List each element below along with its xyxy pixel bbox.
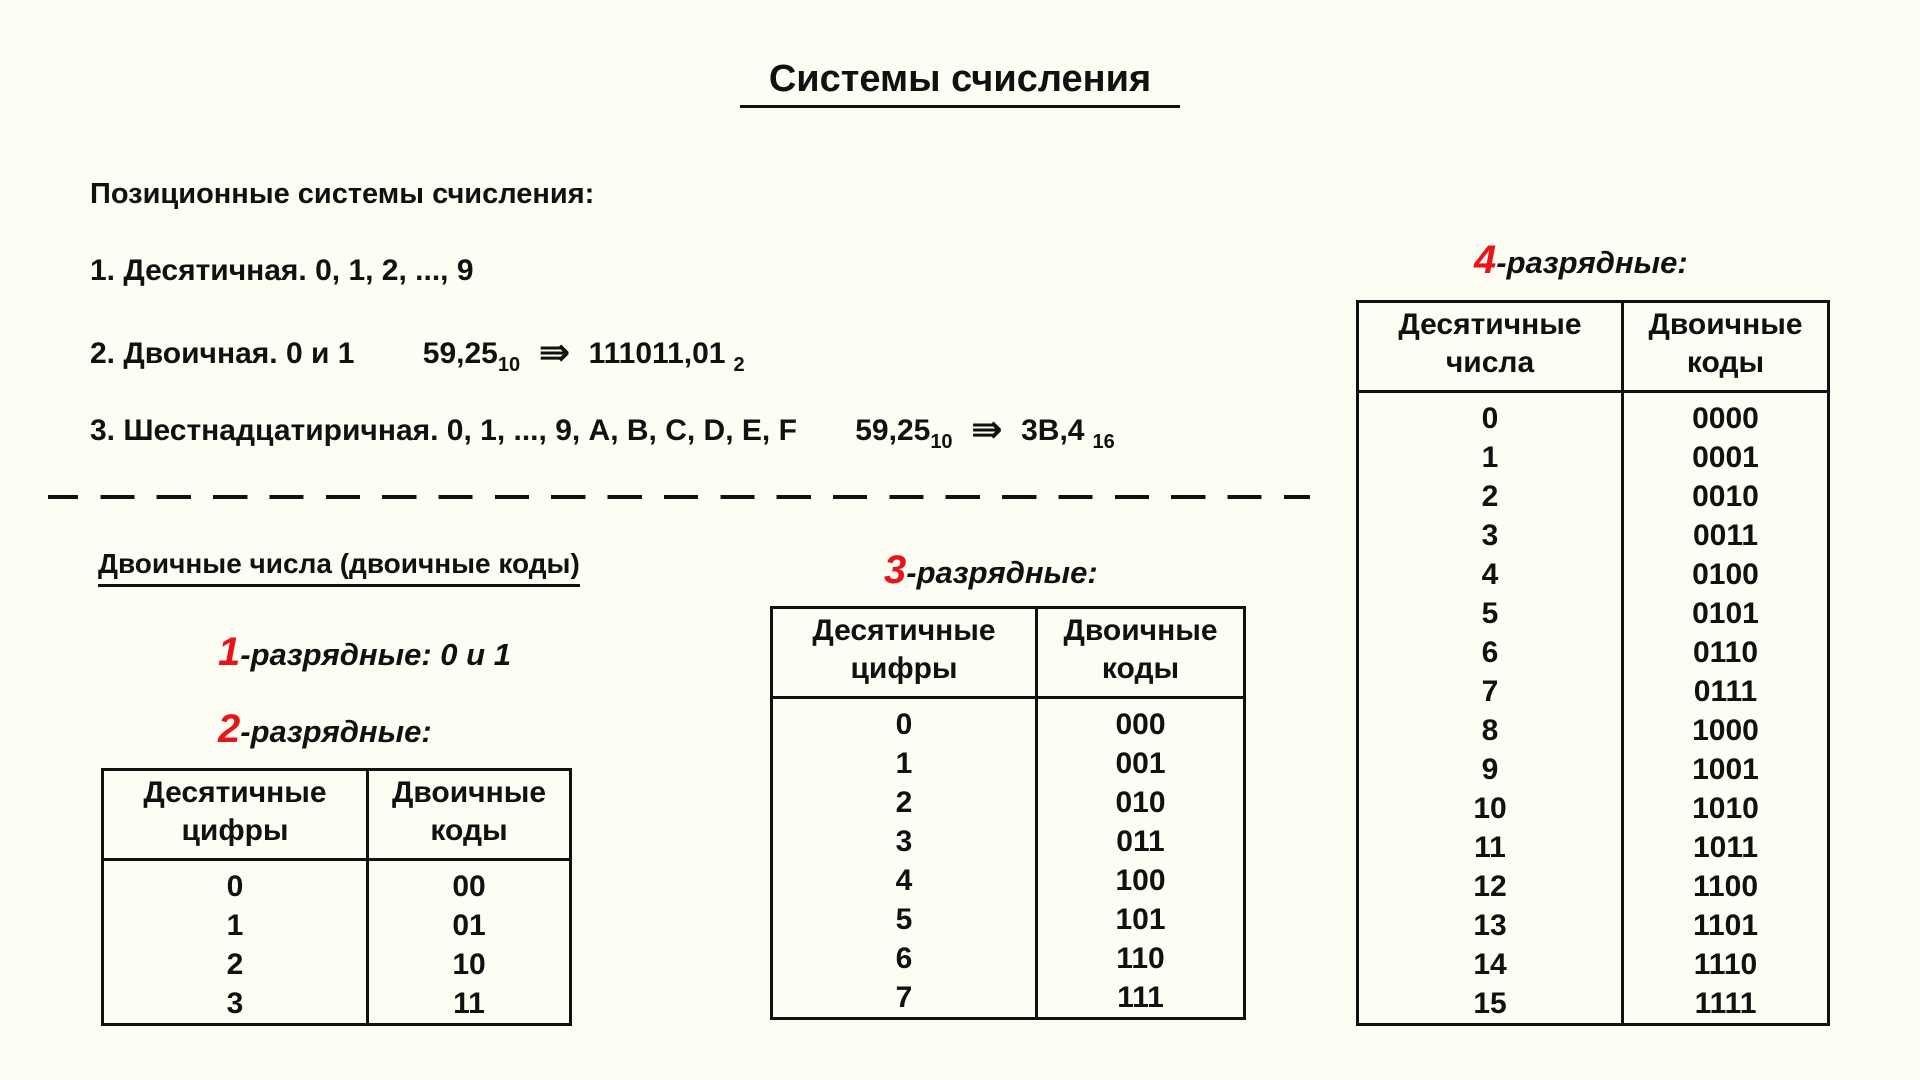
table-row xyxy=(1358,984,1829,1025)
decimal-cell: 5 xyxy=(895,903,913,936)
binary-code-cell: 1101 xyxy=(1623,906,1829,945)
decimal-cell: 14 xyxy=(1473,948,1507,981)
four-digit-table xyxy=(1356,300,1830,1026)
table-row xyxy=(1358,672,1829,711)
decimal-cell: 0 xyxy=(895,708,913,741)
table-row xyxy=(1358,392,1829,439)
table-row xyxy=(1358,477,1829,516)
hex-source-number: 59,25 xyxy=(855,414,931,447)
table-row xyxy=(1358,555,1829,594)
binary-code-cell: 100 xyxy=(1037,861,1245,900)
table-row xyxy=(772,783,1245,822)
table-row xyxy=(103,906,571,945)
four-digit-label xyxy=(1474,238,1688,283)
binary-code-cell: 101 xyxy=(1037,900,1245,939)
binary-code-cell: 1000 xyxy=(1623,711,1829,750)
binary-code-cell: 1010 xyxy=(1623,789,1829,828)
decimal-cell: 0 xyxy=(1481,402,1499,435)
arrow-icon: ⇛ xyxy=(970,409,1003,451)
table-header-binary: Двоичные коды xyxy=(368,770,571,860)
binary-code-cell: 00 xyxy=(368,860,571,907)
decimal-cell: 1 xyxy=(895,747,913,780)
decimal-cell: 6 xyxy=(1481,636,1499,669)
table-row xyxy=(1358,711,1829,750)
table-row xyxy=(772,698,1245,745)
table-row xyxy=(1358,516,1829,555)
binary-code-cell: 0010 xyxy=(1623,477,1829,516)
decimal-cell: 8 xyxy=(1481,714,1499,747)
binary-code-cell: 1001 xyxy=(1623,750,1829,789)
decimal-cell: 2 xyxy=(1481,480,1499,513)
binary-code-cell: 111 xyxy=(1037,978,1245,1019)
positional-heading: Позиционные системы счисления: xyxy=(90,178,595,210)
decimal-cell: 9 xyxy=(1481,753,1499,786)
binary-code-cell: 001 xyxy=(1037,744,1245,783)
hex-result-base: 16 xyxy=(1092,431,1115,453)
one-digit-number: 1 xyxy=(218,630,241,674)
decimal-cell: 11 xyxy=(1474,831,1506,864)
decimal-cell: 4 xyxy=(1481,558,1499,591)
three-digit-text: -разрядные: xyxy=(906,555,1098,590)
table-row xyxy=(1358,867,1829,906)
section-divider xyxy=(48,495,1310,499)
binary-code-cell: 01 xyxy=(368,906,571,945)
four-digit-number: 4 xyxy=(1474,238,1497,282)
table-row xyxy=(772,939,1245,978)
decimal-cell: 12 xyxy=(1473,870,1507,903)
binary-code-cell: 0110 xyxy=(1623,633,1829,672)
decimal-cell: 3 xyxy=(226,987,244,1020)
table-row xyxy=(103,945,571,984)
table-header-binary: Двоичные коды xyxy=(1037,608,1245,698)
table-row xyxy=(103,860,571,907)
table-row xyxy=(1358,906,1829,945)
binary-code-cell: 1110 xyxy=(1623,945,1829,984)
table-row xyxy=(1358,594,1829,633)
table-row xyxy=(1358,438,1829,477)
binary-section-heading: Двоичные числа (двоичные коды) xyxy=(98,548,580,587)
decimal-cell: 3 xyxy=(1481,519,1499,552)
binary-code-cell: 0100 xyxy=(1623,555,1829,594)
table-row xyxy=(1358,828,1829,867)
decimal-cell: 2 xyxy=(895,786,913,819)
table-row xyxy=(772,861,1245,900)
decimal-cell: 4 xyxy=(895,864,913,897)
binary-code-cell: 1111 xyxy=(1623,984,1829,1025)
decimal-cell: 15 xyxy=(1473,987,1507,1020)
decimal-cell: 0 xyxy=(226,870,244,903)
three-digit-label xyxy=(884,548,1098,593)
hex-result-number: 3B,4 xyxy=(1021,414,1085,447)
binary-source-number: 59,25 xyxy=(422,337,498,370)
three-digit-table xyxy=(770,606,1246,1020)
two-digit-text: -разрядные: xyxy=(240,714,432,749)
binary-result-base: 2 xyxy=(733,354,745,376)
one-digit-text: -разрядные: 0 и 1 xyxy=(240,637,511,672)
binary-code-cell: 11 xyxy=(368,984,571,1025)
table-row xyxy=(1358,750,1829,789)
binary-code-cell: 010 xyxy=(1037,783,1245,822)
decimal-cell: 2 xyxy=(226,948,244,981)
three-digit-number: 3 xyxy=(884,548,907,592)
one-digit-label xyxy=(218,630,511,675)
table-header-decimal: Десятичные числа xyxy=(1358,302,1623,392)
binary-code-cell: 0001 xyxy=(1623,438,1829,477)
page-title: Системы счисления xyxy=(740,58,1180,108)
table-row xyxy=(1358,945,1829,984)
binary-code-cell: 1100 xyxy=(1623,867,1829,906)
decimal-cell: 1 xyxy=(226,909,244,942)
decimal-cell: 5 xyxy=(1481,597,1499,630)
two-digit-label xyxy=(218,707,432,752)
two-digit-number: 2 xyxy=(218,707,241,751)
binary-line xyxy=(90,330,745,377)
four-digit-text: -разрядные: xyxy=(1496,245,1688,280)
table-header-decimal: Десятичные цифры xyxy=(103,770,368,860)
table-row xyxy=(103,984,571,1025)
decimal-cell: 13 xyxy=(1473,909,1507,942)
decimal-cell: 6 xyxy=(895,942,913,975)
decimal-cell: 7 xyxy=(895,981,913,1014)
binary-code-cell: 011 xyxy=(1037,822,1245,861)
table-row xyxy=(772,900,1245,939)
arrow-icon: ⇛ xyxy=(538,332,571,374)
binary-code-cell: 0011 xyxy=(1623,516,1829,555)
table-row xyxy=(772,744,1245,783)
binary-result-number: 111011,01 xyxy=(588,337,726,370)
table-row xyxy=(772,978,1245,1019)
table-row xyxy=(1358,633,1829,672)
binary-code-cell: 1011 xyxy=(1623,828,1829,867)
decimal-line: 1. Десятичная. 0, 1, 2, ..., 9 xyxy=(90,254,474,287)
two-digit-table xyxy=(101,768,572,1026)
table-row xyxy=(772,822,1245,861)
hex-source-base: 10 xyxy=(930,431,953,453)
decimal-cell: 7 xyxy=(1481,675,1499,708)
table-header-decimal: Десятичные цифры xyxy=(772,608,1037,698)
decimal-cell: 3 xyxy=(895,825,913,858)
hex-line xyxy=(90,407,1115,454)
binary-code-cell: 0101 xyxy=(1623,594,1829,633)
hex-label: 3. Шестнадцатиричная. 0, 1, ..., 9, A, B, C, D, E, F xyxy=(90,414,797,447)
decimal-cell: 1 xyxy=(1481,441,1499,474)
binary-code-cell: 000 xyxy=(1037,698,1245,745)
binary-code-cell: 110 xyxy=(1037,939,1245,978)
binary-code-cell: 0111 xyxy=(1623,672,1829,711)
binary-code-cell: 10 xyxy=(368,945,571,984)
table-row xyxy=(1358,789,1829,828)
table-header-binary: Двоичные коды xyxy=(1623,302,1829,392)
binary-code-cell: 0000 xyxy=(1623,392,1829,439)
decimal-cell: 10 xyxy=(1473,792,1507,825)
binary-label: 2. Двоичная. 0 и 1 xyxy=(90,337,355,370)
binary-source-base: 10 xyxy=(497,354,521,376)
